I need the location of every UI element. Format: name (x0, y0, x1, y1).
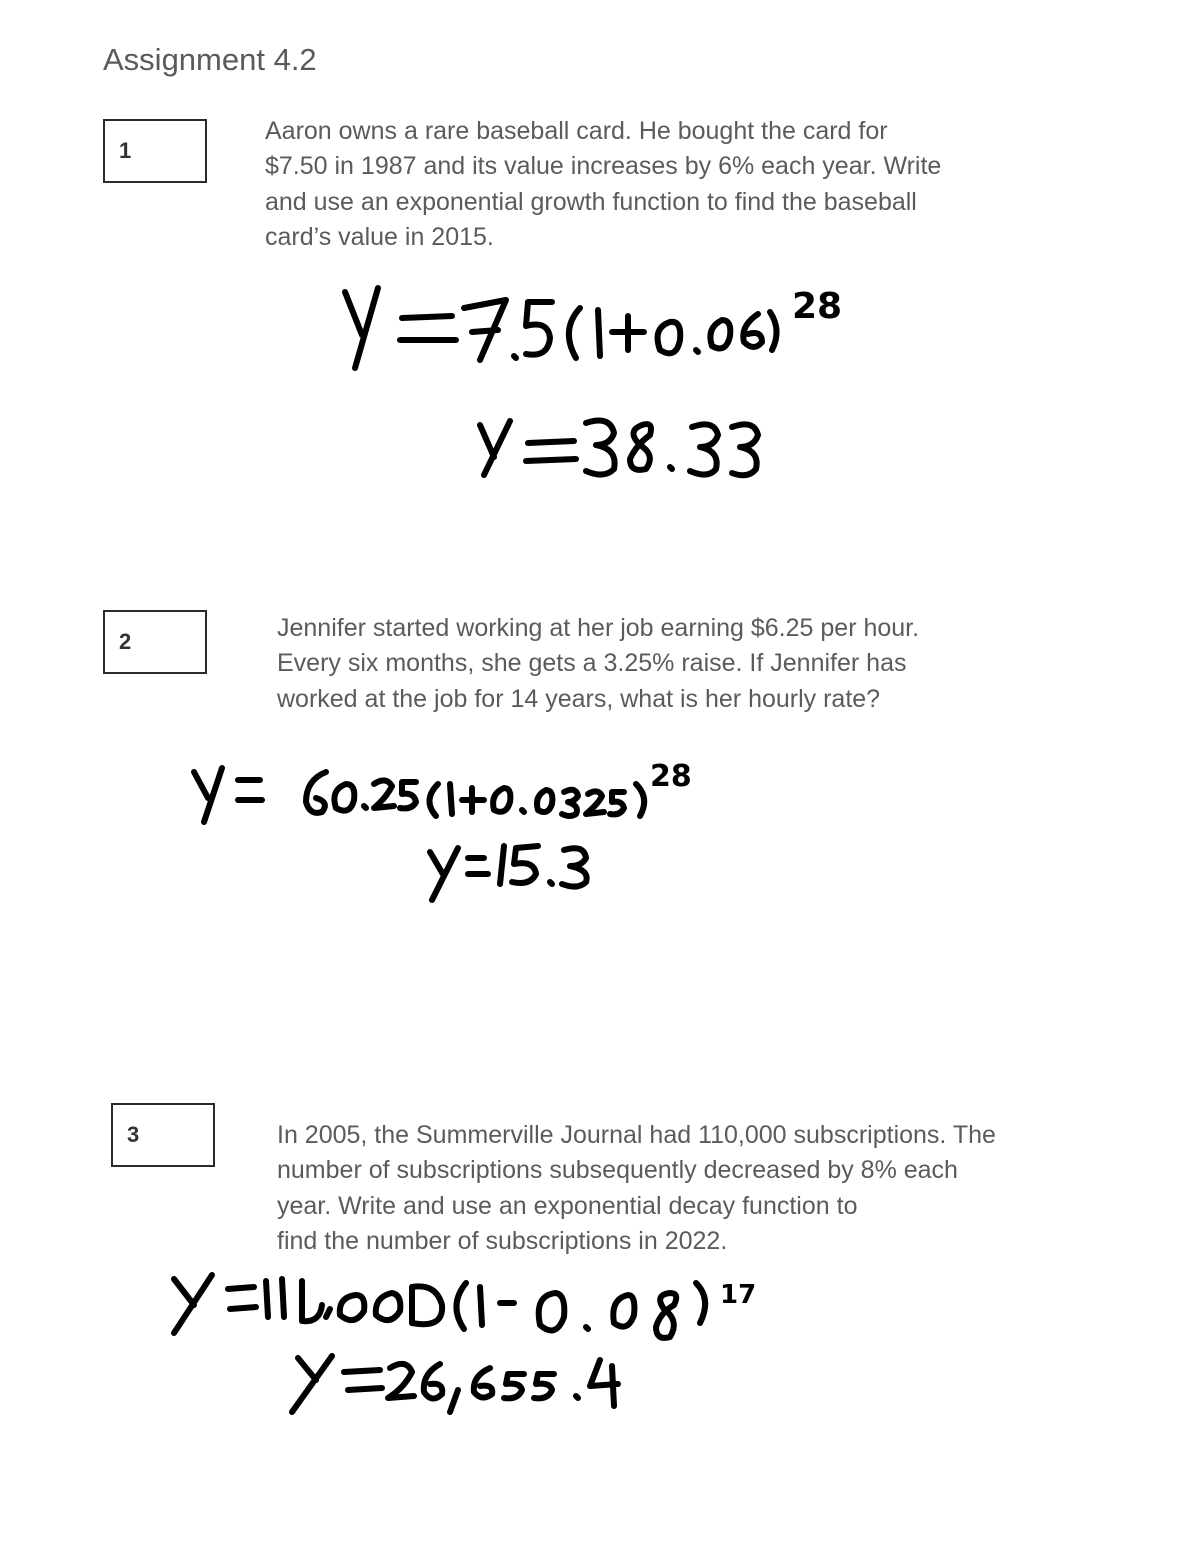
problem-text-3 (277, 1118, 996, 1259)
answer-box-2[interactable] (103, 610, 207, 674)
problem-line: $7.50 in 1987 and its value increases by 6% each year. Write (265, 152, 942, 181)
question-number: 2 (119, 629, 132, 654)
problem-line: Jennifer started working at her job earning $6.25 per hour. (277, 614, 920, 642)
question-number: 1 (119, 138, 132, 163)
problem-text-2 (277, 611, 919, 717)
equation-exponent: 17 (720, 1280, 757, 1310)
assignment-title: Assignment 4.2 (103, 42, 317, 77)
equation-exponent: 28 (792, 286, 843, 327)
problem-line: number of subscriptions subsequently decreased by 8% each (277, 1156, 958, 1185)
problem-line: Every six months, she gets a 3.25% raise. If Jennifer has (277, 649, 907, 678)
handwritten-answer-1 (330, 270, 850, 490)
problem-text-1 (265, 114, 941, 255)
problem-line: In 2005, the Summerville Journal had 110,000 subscriptions. The (277, 1121, 996, 1149)
answer-box-3[interactable] (111, 1103, 215, 1167)
problem-line: card’s value in 2015. (265, 222, 494, 251)
problem-line: Aaron owns a rare baseball card. He bought the card for (265, 117, 888, 145)
problem-line: and use an exponential growth function to find the baseball (265, 187, 917, 216)
problem-line: worked at the job for 14 years, what is her hourly rate? (277, 684, 881, 713)
problem-line: find the number of subscriptions in 2022. (277, 1226, 728, 1255)
question-number: 3 (127, 1122, 140, 1147)
equation-exponent: 28 (650, 759, 692, 794)
handwritten-answer-2 (180, 750, 780, 920)
handwritten-answer-3 (160, 1265, 780, 1445)
problem-line: year. Write and use an exponential decay function to (277, 1191, 858, 1220)
answer-box-1[interactable] (103, 119, 207, 183)
